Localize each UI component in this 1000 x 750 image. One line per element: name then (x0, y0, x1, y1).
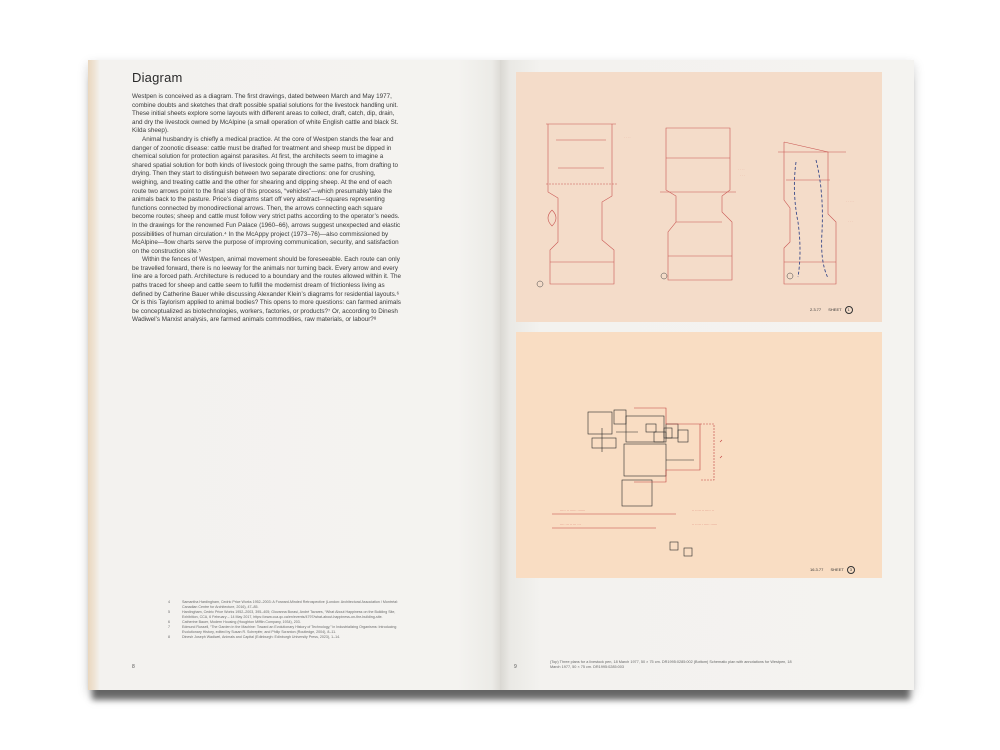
figure-caption: (Top) Three plans for a livestock pen, 18 March 1977, 50 × 75 cm. DR1995:0285:002 (Bottom) Schematic plan with annotations for Westpen, 18 March 1977, 50 × 75 cm. DR1995:0285:003 (550, 660, 792, 670)
paragraph-1: Westpen is conceived as a diagram. The first drawings, dated between March and May 1977, combine doubts and sketches that draft possible spatial solutions for the livestock handling unit. These initial sheets explore some layouts with different areas to collect, draft, catch, dip, drain, and dry the livestock owned by McAlpine (a small operation of white English cattle and black St. Kilda sheep). (132, 93, 399, 135)
page-number-right: 9 (514, 664, 517, 670)
bottom-sheet-annotation (810, 566, 855, 574)
livestock-pen-plans-sketch (516, 72, 882, 322)
page-number-left: 8 (132, 664, 135, 670)
bottom-plate-drawing (516, 332, 882, 578)
footnote: 7 Edmund Russell, “The Garden in the Machine: Toward an Evolutionary History of Technology,” in Industrializing Organisms: Introducing Evolutionary History, edited by Susan R. Schrepfer, and Philip Scranton (Routledge, 2004), 8–11. (168, 625, 397, 634)
book-spread (88, 60, 914, 690)
section-heading: Diagram (132, 70, 183, 85)
paragraph-2: Animal husbandry is chiefly a medical practice. At the core of Westpen stands the fear and danger of zoonotic disease: cattle must be drafted for treatment and sheep must be dipped in chemical solution for protection against parasites. At first, the architects seem to imagine a shared spatial solution for both kinds of livestock going through the same paths, from drafting to drying. Then they start to distinguish between two separate directions: one for crushing, weighing, and treating cattle and the other for shearing and dipping sheep. At the end of each route two arrows point to the final step of this process, “vehicles”—which presumably take the animals back to the pasture. Price’s diagrams start off very abstract—squares representing functions connected by monodirectional arrows. Then, the arrows connecting each square become routes; sheep and cattle must follow very strict paths according to the operator’s needs. In the drawings for the renowned Fun Palace (1960–66), arrows suggest unexpected and elastic possibilities of human circulation.⁴ In the McAppy project (1973–76)—also commissioned by McAlpine—flow charts serve the purpose of improving communication, security, and satisfaction on the construction site.⁵ (132, 135, 401, 255)
svg-text:· · · · ·: · · · · · (846, 199, 855, 203)
paragraph-3: Within the fences of Westpen, animal movement should be foreseeable. Each route can only be travelled forward, there is no leeway for the animals nor turning back. Every arrow and every line are a forced path. Architecture is reduced to a boundary and the routes allowed within it. The paths traced for sheep and cattle seem to fulfill the modernist dream of frictionless living as defined by Catherine Bauer while discussing Alexander Klein’s diagrams for residential layouts.⁶ Or is this Taylorism applied to animal bodies? This opens to more questions: can farmed animals be conceptualized as biotechnologies, workers, factories, or products?⁷ Or, according to Dinesh Wadiwel’s Marxist analysis, are farmed animals commodities, raw materials, or labour?⁸ (132, 256, 402, 324)
right-page (500, 60, 914, 690)
svg-text:· · · ·: · · · · (624, 135, 631, 139)
left-page (88, 60, 500, 690)
top-sheet-annotation (810, 306, 853, 314)
top-plate-drawing (516, 72, 882, 322)
footnote: 5 Hardingham, Cedric Price Works 1952–2003, 395–405; Giovanna Borasi, André Tavares, “What About Happiness on the Building Site, Exhibition, CCA, 6 February – 14 May 2017, https://www.cca.qc.ca/en/events/4797/what-about-happiness-on-the-building-site. (168, 610, 396, 619)
footnote: 4 Samantha Hardingham, Cedric Price Works 1952–2003: A Forward-Minded Retrospective (London: Architectural Association / Montréal: Canadian Centre for Architecture, 2016), 47–85. (168, 600, 398, 609)
svg-text:· · · ·: · · · · (738, 167, 745, 171)
svg-text:····· ·· ······ ·······: ····· ·· ······ ······· (560, 509, 586, 513)
svg-text:·· ····· · ····· ······: ·· ····· · ····· ······ (692, 523, 718, 527)
bottom-sheet-date: 16.3.77 (810, 567, 824, 572)
schematic-plan-sketch (516, 332, 882, 578)
svg-text:· · ·: · · · (848, 219, 853, 223)
top-sheet-number: 1 (845, 306, 853, 314)
top-sheet-label: SHEET (828, 307, 842, 312)
svg-text:· · ·: · · · (740, 173, 745, 177)
bottom-sheet-number: 3 (847, 566, 855, 574)
bottom-sheet-label: SHEET (830, 567, 844, 572)
footnotes (168, 600, 398, 640)
footnote: 8 Dinesh Joseph Wadiwel, Animals and Capital (Edinburgh: Edinburgh University Press, 2023), 1–14. (168, 635, 341, 639)
svg-text:·· ····· ·· ····· ··: ·· ····· ·· ····· ·· (692, 509, 714, 513)
body-text (132, 93, 402, 325)
top-sheet-date: 2.3.77 (810, 307, 822, 312)
svg-text:···· ··· ·· ··· ···: ···· ··· ·· ··· ··· (560, 523, 581, 527)
footnote: 6 Catherine Bauer, Modern Housing (Houghton Mifflin Company, 1934), 203. (168, 620, 301, 624)
